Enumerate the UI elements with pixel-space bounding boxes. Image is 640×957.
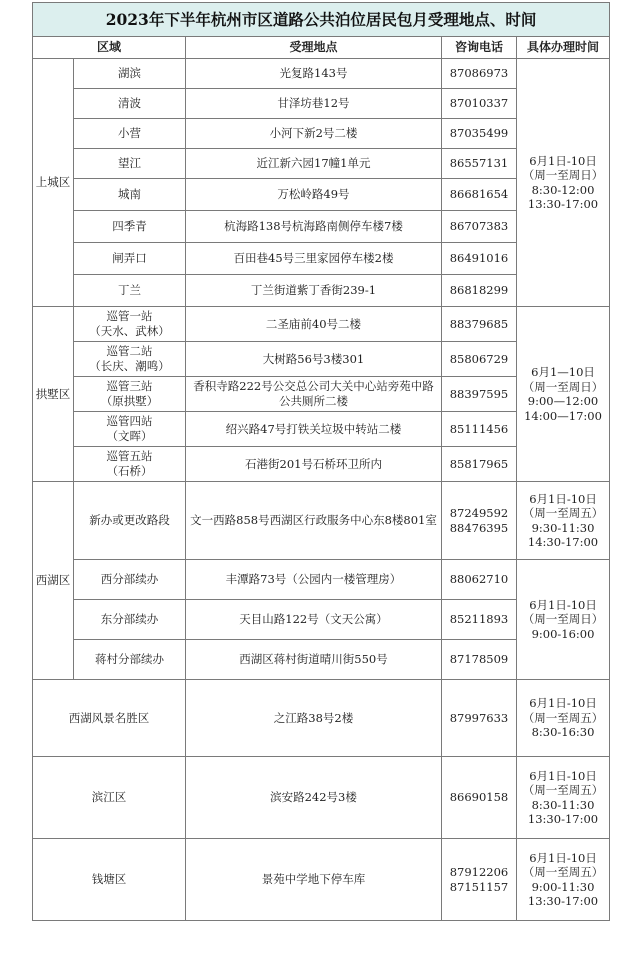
address: 光复路143号 [186, 59, 442, 89]
hours-line: （周一至周五） [522, 710, 604, 725]
hours-line: 6月1日-10日 [529, 153, 597, 168]
phone: 87010337 [442, 89, 517, 119]
address: 绍兴路47号打铁关垃圾中转站二楼 [186, 412, 442, 447]
phone: 87178509 [442, 640, 517, 680]
subarea: 四季青 [74, 211, 186, 243]
subarea: 望江 [74, 149, 186, 179]
address: 丁兰街道紫丁香街239-1 [186, 275, 442, 307]
address: 二圣庙前40号二楼 [186, 307, 442, 342]
subarea: 西分部续办 [74, 560, 186, 600]
subarea [74, 307, 186, 342]
phone: 85817965 [442, 447, 517, 482]
office-hours [517, 560, 610, 680]
hours-line: 13:30-17:00 [527, 812, 599, 826]
subarea-scope: （长庆、潮鸣） [89, 359, 170, 373]
phone: 87997633 [442, 680, 517, 757]
hours-line: 13:30-17:00 [527, 894, 599, 908]
subarea-scope: （天水、武林） [89, 324, 170, 338]
header-location: 受理地点 [186, 37, 442, 59]
subarea [74, 377, 186, 412]
header-time: 具体办理时间 [517, 37, 610, 59]
phone: 86690158 [442, 757, 517, 839]
hours-line: 6月1日-10日 [529, 768, 597, 783]
hours-line: （周一至周日） [522, 612, 604, 627]
hours-line: 6月1日-10日 [529, 597, 597, 612]
hours-line: 9:00-11:30 [531, 879, 595, 894]
hours-line: 9:00-16:00 [531, 626, 595, 641]
phone-number: 87151157 [449, 879, 509, 894]
phone [442, 839, 517, 921]
district-name: 拱墅区 [35, 386, 71, 401]
district-gongshu [33, 307, 74, 482]
district-qiantang: 钱塘区 [33, 839, 186, 921]
address: 滨安路242号3楼 [186, 757, 442, 839]
address: 百田巷45号三里家园停车楼2楼 [186, 243, 442, 275]
table-row [33, 482, 610, 560]
address: 香积寺路222号公交总公司大关中心站旁苑中路公共厕所二楼 [186, 377, 442, 412]
subarea: 闸弄口 [74, 243, 186, 275]
registration-table [32, 2, 610, 921]
subarea [74, 447, 186, 482]
office-hours [517, 307, 610, 482]
hours-line: 13:30-17:00 [527, 197, 599, 211]
office-hours [517, 482, 610, 560]
subarea-name: 巡管四站 [106, 414, 153, 428]
subarea-scope: （文晖） [106, 429, 153, 443]
phone: 86707383 [442, 211, 517, 243]
address: 西湖区蒋村街道晴川街550号 [186, 640, 442, 680]
phone: 86491016 [442, 243, 517, 275]
subarea: 城南 [74, 179, 186, 211]
header-phone: 咨询电话 [442, 37, 517, 59]
address: 甘泽坊巷12号 [186, 89, 442, 119]
address: 近江新六园17幢1单元 [186, 149, 442, 179]
address: 丰潭路73号（公园内一楼管理房） [186, 560, 442, 600]
hours-line: 8:30-12:00 [531, 182, 595, 197]
subarea: 湖滨 [74, 59, 186, 89]
table-row [33, 757, 610, 839]
hours-line: 14:30-17:00 [527, 535, 599, 549]
phone: 86681654 [442, 179, 517, 211]
hours-line: 6月1—10日 [531, 365, 595, 379]
table-row [33, 839, 610, 921]
address: 杭海路138号杭海路南侧停车楼7楼 [186, 211, 442, 243]
table-row [33, 307, 610, 342]
phone-number: 88476395 [449, 520, 509, 535]
address: 大树路56号3楼301 [186, 342, 442, 377]
office-hours [517, 59, 610, 307]
table-row [33, 680, 610, 757]
hours-line: （周一至周日） [522, 379, 604, 394]
hours-line: 6月1日-10日 [529, 491, 597, 506]
subarea-name: 巡管五站 [106, 449, 153, 463]
page [32, 2, 609, 921]
table-row [33, 59, 610, 89]
address: 天目山路122号（文天公寓） [186, 600, 442, 640]
subarea-name: 巡管二站 [106, 344, 153, 358]
address: 石港街201号石桥环卫所内 [186, 447, 442, 482]
address: 文一西路858号西湖区行政服务中心东8楼801室 [186, 482, 442, 560]
subarea: 清波 [74, 89, 186, 119]
office-hours [517, 680, 610, 757]
district-binjiang: 滨江区 [33, 757, 186, 839]
phone: 86818299 [442, 275, 517, 307]
hours-line: 9:30-11:30 [531, 520, 595, 535]
hours-line: （周一至周五） [522, 506, 604, 520]
header-area: 区域 [33, 37, 186, 59]
subarea: 丁兰 [74, 275, 186, 307]
address: 景苑中学地下停车库 [186, 839, 442, 921]
hours-line: （周一至周五） [522, 865, 604, 879]
district-shangcheng: 上城区 [33, 59, 74, 307]
address: 之江路38号2楼 [186, 680, 442, 757]
subarea [74, 412, 186, 447]
subarea-scope: （石桥） [106, 464, 153, 478]
table-title: 2023年下半年杭州市区道路公共泊位居民包月受理地点、时间 [33, 3, 610, 37]
phone: 88062710 [442, 560, 517, 600]
phone: 87035499 [442, 119, 517, 149]
hours-line: 9:00—12:00 [527, 394, 599, 408]
district-fengjing: 西湖风景名胜区 [33, 680, 186, 757]
phone: 88379685 [442, 307, 517, 342]
hours-line: 8:30-11:30 [531, 797, 595, 812]
phone [442, 482, 517, 560]
hours-line: （周一至周日） [522, 168, 604, 182]
hours-line: 8:30-16:30 [531, 725, 595, 740]
phone-number: 87912206 [449, 864, 509, 879]
subarea: 新办或更改路段 [74, 482, 186, 560]
hours-line: 14:00—17:00 [524, 408, 602, 423]
subarea: 小营 [74, 119, 186, 149]
phone: 88397595 [442, 377, 517, 412]
subarea-scope: （原拱墅） [100, 394, 159, 408]
subarea [74, 342, 186, 377]
hours-line: 6月1日-10日 [529, 696, 597, 711]
phone: 87086973 [442, 59, 517, 89]
hours-line: （周一至周五） [522, 783, 604, 797]
address: 万松岭路49号 [186, 179, 442, 211]
district-xihu: 西湖区 [33, 482, 74, 680]
subarea-name: 巡管三站 [106, 379, 153, 393]
phone: 85806729 [442, 342, 517, 377]
phone: 86557131 [442, 149, 517, 179]
office-hours [517, 839, 610, 921]
phone: 85111456 [442, 412, 517, 447]
office-hours [517, 757, 610, 839]
phone: 85211893 [442, 600, 517, 640]
subarea-name: 巡管一站 [106, 309, 153, 323]
address: 小河下新2号二楼 [186, 119, 442, 149]
hours-line: 6月1日-10日 [529, 850, 597, 865]
subarea: 蒋村分部续办 [74, 640, 186, 680]
phone-number: 87249592 [449, 505, 509, 520]
table-row [33, 560, 610, 600]
subarea: 东分部续办 [74, 600, 186, 640]
